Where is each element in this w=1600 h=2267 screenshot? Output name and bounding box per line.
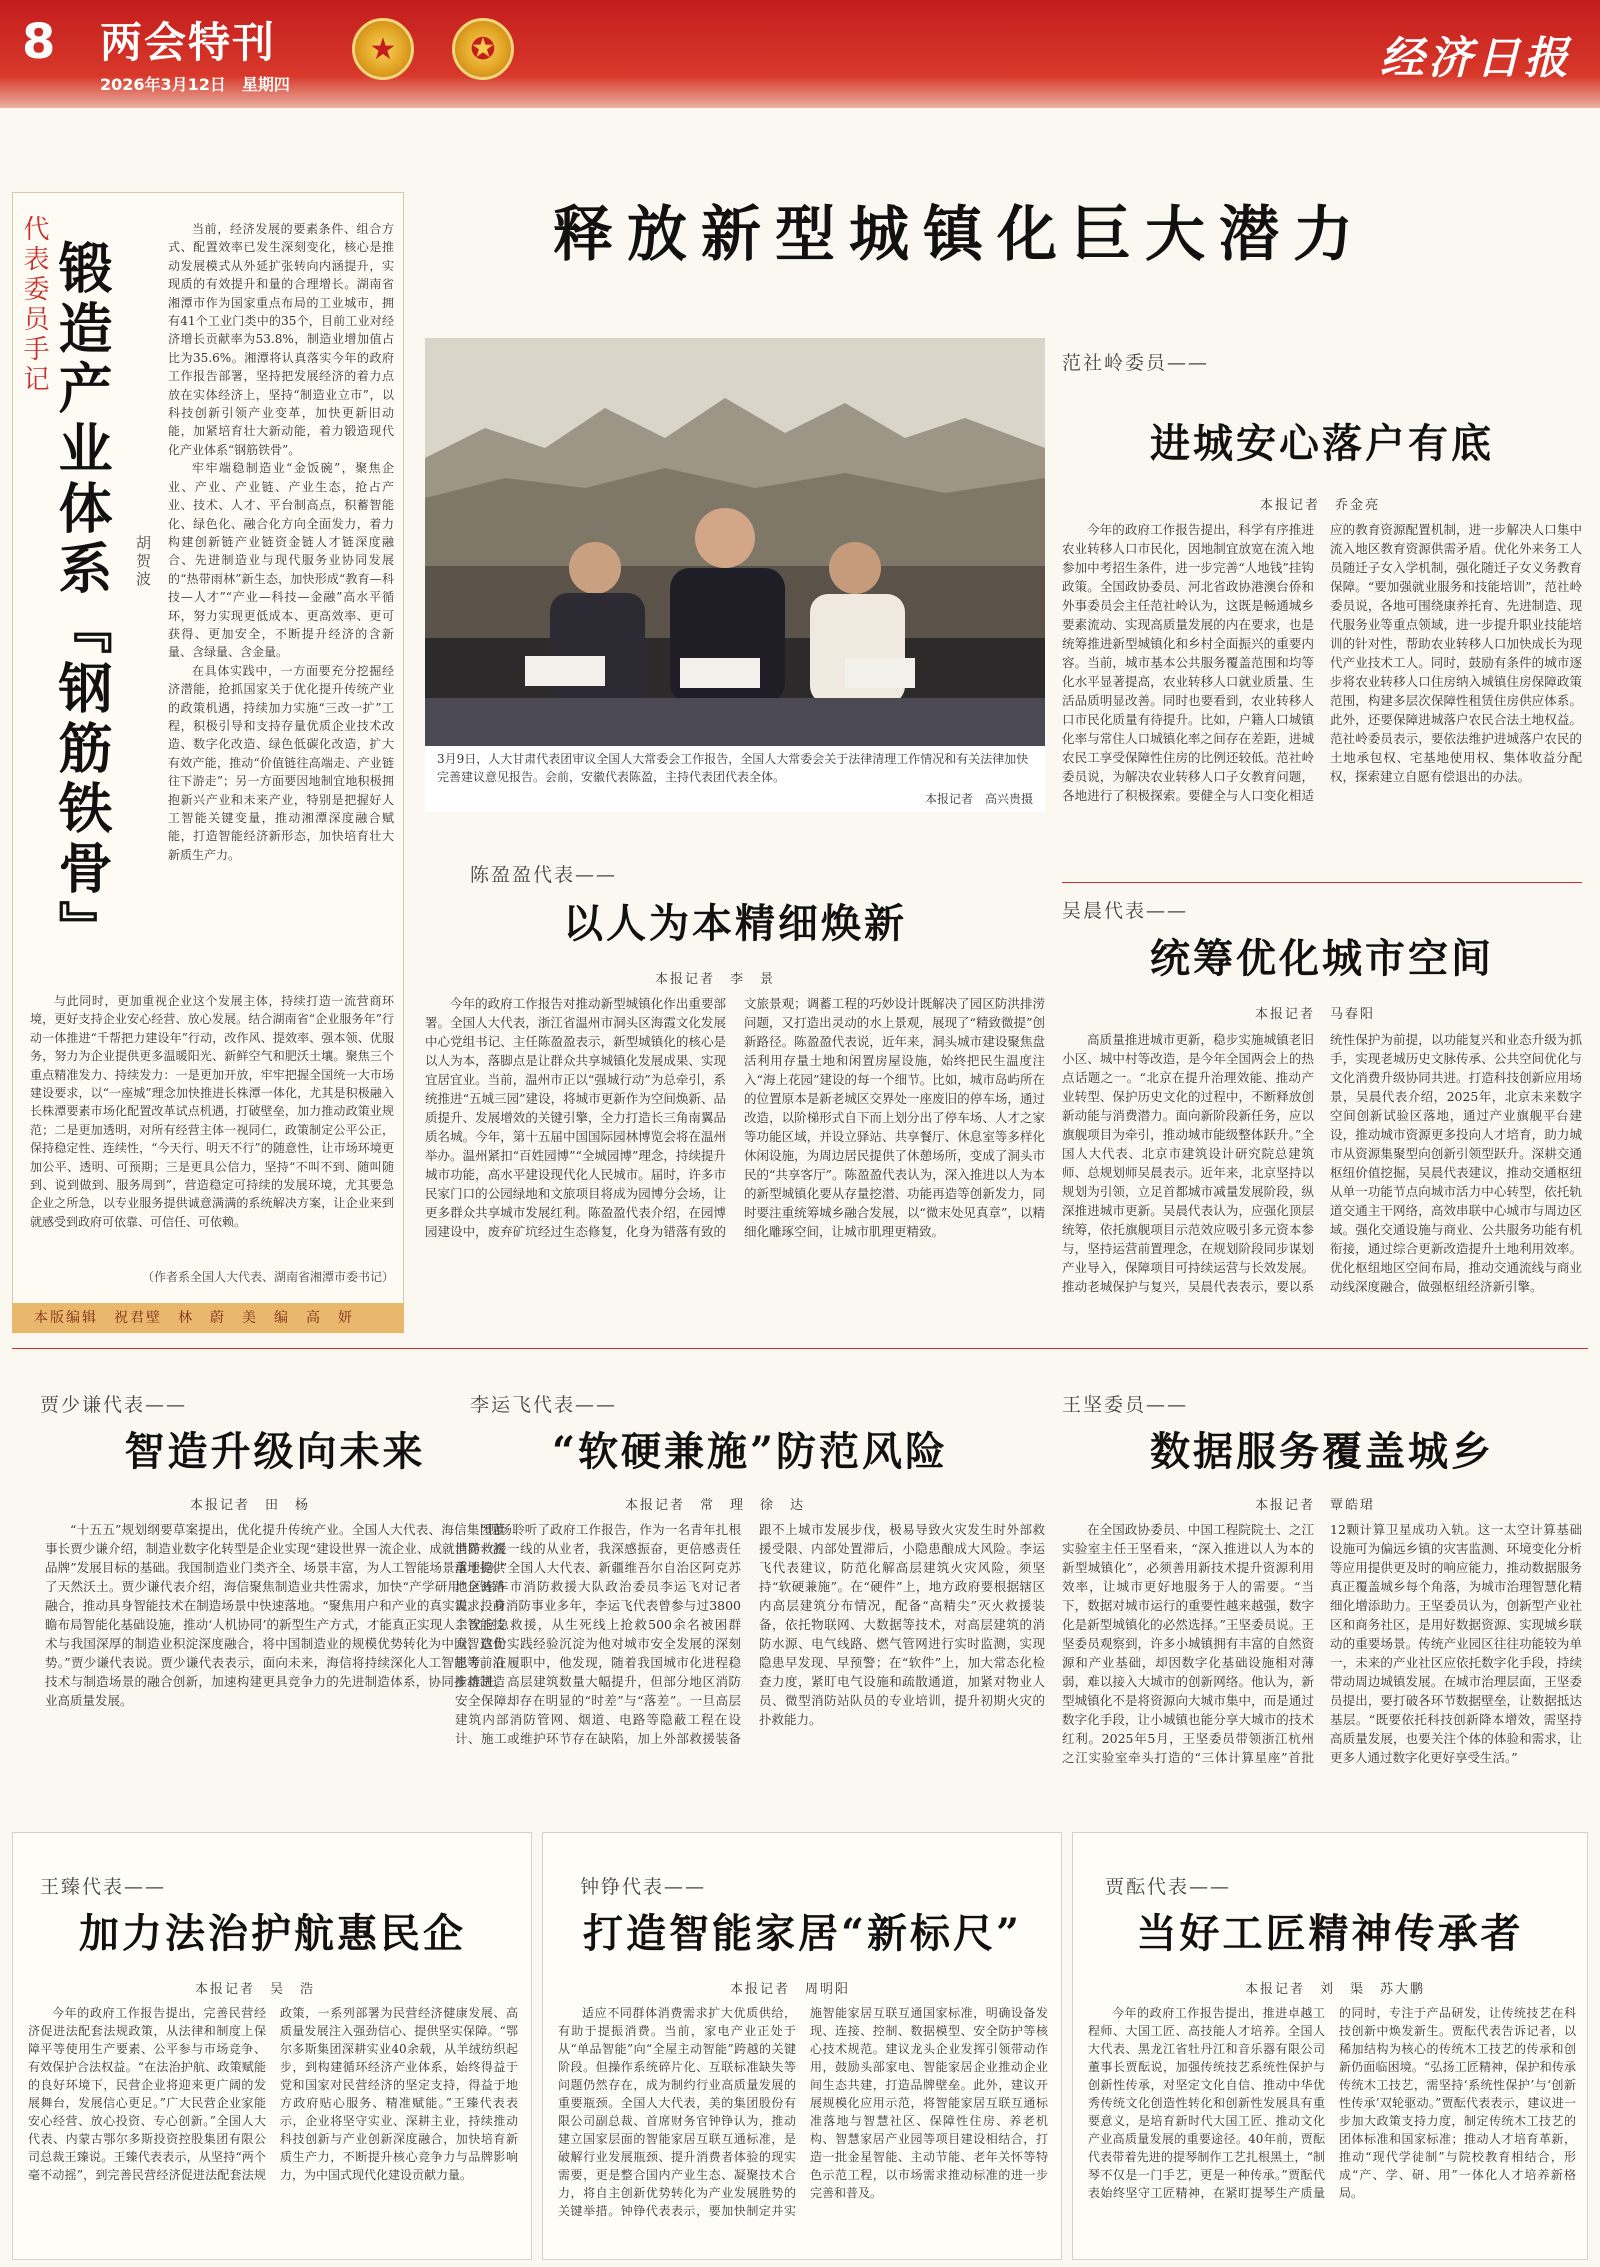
column-body-lower (30, 992, 394, 1267)
article-person: 贾酝代表—— (1105, 1876, 1232, 1898)
article-reporter: 本报记者 刘 渠 苏大鹏 (1245, 1982, 1426, 1997)
article-reporter: 本报记者 常 理 徐 达 (625, 1498, 806, 1513)
article-body (45, 1520, 505, 1815)
news-photo (425, 338, 1045, 746)
column-signature: （作者系全国人大代表、湖南省湘潭市委书记） (141, 1270, 394, 1284)
article-title: 数据服务覆盖城乡 (1150, 1428, 1494, 1475)
column-paragraph: 在具体实践中，一方面要充分挖掘经济潜能，抢抓国家关于优化提升传统产业的政策机遇，持续加力实施“三改一扩”工程，积极引导和支持存量优质企业技术改造、数字化改造、绿色低碳化改造，扩大有效产能，推动“价值链往高端走、产业链往下游走”；另一方面要因地制宜地积极拥抱新兴产业和未来产业，特别是把握好人工智能关键变量，推动湘潭深度融合赋能，打造智能经济新形态，加快培育壮大新质生产力。 (168, 663, 394, 862)
column-title: 锻造产业体系『钢筋铁骨』 (50, 240, 114, 960)
photo-caption: 3月9日，人大甘肃代表团审议全国人大常委会工作报告，全国人大常委会关于法律清理工作情况和有关法律加快完善建议意见报告。会前，安徽代表陈盈，主持代表团代表全体。 (437, 752, 1029, 784)
row-divider (12, 1348, 1588, 1349)
section-title: 两会特刊 (100, 18, 277, 67)
article-title: 加力法治护航惠民企 (79, 1910, 466, 1957)
article-person: 李运飞代表—— (470, 1394, 618, 1416)
article-reporter: 本报记者 马春阳 (1255, 1007, 1376, 1022)
article-title: 当好工匠精神传承者 (1136, 1910, 1524, 1957)
article-reporter: 本报记者 周明阳 (730, 1982, 851, 1997)
article-title: 以人为本精细焕新 (563, 900, 907, 947)
article-text: “十五五”规划纲要草案提出，优化提升传统产业。全国人大代表、海信集团董事长贾少谦介绍，制造业数字化转型是企业实现“建设世界一流企业、成就世界一流品牌”发展目标的基础。我国制造业门类齐全、场景丰富，为人工智能场景落地提供了天然沃土。贾少谦代表介绍，海信聚焦制造业共性需求，加快“产学研用”全链路融合，推动具身智能技术在制造场景中快速落地。“聚焦用户和产业的真实需求，前瞻布局智能化基础设施，推动‘人机协同’的新型生产方式，才能真正实现人工智能技术与我国深厚的制造业积淀深度融合，将中国制造业的规模优势转化为中国智造优势。”贾少谦代表说。贾少谦代表表示，面向未来，海信将持续深化人工智能等前沿技术与制造场景的融合创新，加速构建更具竞争力的先进制造体系，协同推动制造业高质量发展。 (45, 1522, 505, 1708)
article-person: 王臻代表—— (40, 1876, 167, 1898)
meeting-photo-illustration (425, 338, 1045, 746)
cppcc-emblem-icon: ✪ (452, 18, 514, 80)
article-reporter: 本报记者 乔金亮 (1260, 498, 1381, 513)
article-text: 在全国政协委员、中国工程院院士、之江实验室主任王坚看来，“深入推进以人为本的新型城镇化”，必须善用新技术提升资源利用效率，让城市更好地服务于人的需要。“当下，数据对城市运行的重要性越来越强，数字化是新型城镇化的必然选择。”王坚委员说。王坚委员观察到，许多小城镇拥有丰富的自然资源和产业基础，却因数字化基础设施相对薄弱，难以接入大城市的创新网络。他认为，新型城镇化不是将资源向大城市集中，而是通过数字化手段，让小城镇也能分享大城市的技术红利。2025年5月，王坚委员带领浙江杭州之江实验室牵头打造的“三体计算星座”首批12颗计算卫星成功入轨。这一太空计算基础设施可为偏远乡镇的灾害监测、环境变化分析等应用提供更及时的响应能力，推动数据服务真正覆盖城乡每个角落，为城市治理智慧化精细化增添助力。王坚委员认为，创新型产业社区和商务社区，是用好数据资源、实现城乡联动的重要场景。传统产业园区往往功能较为单一，未来的产业社区应依托数字化手段，持续带动周边城镇发展。在城市治理层面，王坚委员提出，要打破各环节数据壁垒，让数据抵达基层。“既要依托科技创新降本增效，需坚持高质量发展，也要关注个体的体验和需求，让更多人通过数字化更好享受生活。” (1062, 1522, 1582, 1765)
column-paragraph: 当前，经济发展的要素条件、组合方式、配置效率已发生深刻变化，核心是推动发展模式从外延扩张转向内涵提升，实现质的有效提升和量的合理增长。湖南省湘潭市作为国家重点布局的工业城市，拥有41个工业门类中的35个，目前工业对经济增长贡献率为53.8%，制造业增加值占比为35.6%。湘潭将认真落实今年的政府工作报告部署，坚持把发展经济的着力点放在实体经济上，坚持“制造业立市”，以科技创新引领产业变革，加快更新旧动能，加紧培育壮大新动能，着力锻造现代化产业体系“钢筋铁骨”。 (168, 222, 394, 457)
article-title: “软硬兼施”防范风险 (551, 1428, 948, 1475)
issue-date: 2026年3月12日 星期四 (100, 75, 290, 94)
article-reporter: 本报记者 田 杨 (190, 1498, 311, 1513)
article-title: 统筹优化城市空间 (1150, 935, 1494, 982)
column-body-upper (168, 220, 394, 990)
newspaper-logo: 经济日报 (1380, 33, 1572, 84)
article-person: 范社岭委员—— (1062, 352, 1210, 374)
article-body (1088, 2004, 1576, 2254)
article-title: 打造智能家居“新标尺” (582, 1910, 1022, 1957)
article-reporter: 本报记者 吴 浩 (195, 1982, 316, 1997)
article-text: 今年的政府工作报告对推动新型城镇化作出重要部署。全国人大代表，浙江省温州市洞头区海霞文化发展中心党组书记、主任陈盈盈表示，新型城镇化的核心是以人为本，落脚点是让群众共享城镇化发展成果、实现宜居宜业。当前，温州市正以“强城行动”为总牵引，系统推进“五城三园”建设，将城市更新作为空间焕新、品质提升、发展增效的关键引擎，全力打造长三角南翼品质名城。今年，第十五届中国国际园林博览会将在温州举办。温州紧扣“百姓园博”“全城园博”理念，持续提升城市功能，高水平建设现代化人民城市。届时，许多市民家门口的公园绿地和文旅项目将成为园博分会场，让更多群众共享城市发展红利。陈盈盈代表介绍，在园博园建设中，废弃矿坑经过生态修复，化身为错落有致的文旅景观；调蓄工程的巧妙设计既解决了园区防洪排涝问题，又打造出灵动的水上景观，展现了“精致微提”创新路径。陈盈盈代表说，近年来，洞头城市建设聚焦盘活利用存量土地和闲置房屋设施，始终把民生温度注入“海上花园”建设的每一个细节。比如，城市岛屿所在的位置原本是新老城区交界处一座废旧的停车场，通过改造，以阶梯形式自下而上划分出了停车场、人才之家等功能区域，并设立驿站、共享餐厅、休息室等多样化休闲设施，为周边居民提供了休憩场所，变成了洞头市民的“共享客厅”。陈盈盈代表认为，深入推进以人为本的新型城镇化要从存量挖潜、功能再造等创新发力，同时要注重统筹城乡融合发展，以“微末处见真章”，以精细化雕琢空间，让城市肌理更精致。 (425, 996, 1045, 1239)
article-body (558, 2004, 1048, 2254)
article-title: 进城安心落户有底 (1150, 420, 1494, 467)
page-number: 8 (22, 14, 56, 70)
national-emblem-icon: ★ (352, 18, 414, 80)
article-body (1062, 1030, 1582, 1335)
article-person: 陈盈盈代表—— (470, 864, 618, 886)
photo-credit: 本报记者 高兴贵摄 (924, 792, 1033, 806)
article-text: “现场聆听了政府工作报告，作为一名青年扎根消防救援一线的从业者，我深感振奋，更倍感责任重于钧。”全国人大代表、新疆维吾尔自治区阿克苏地区库车市消防救援大队政治委员李运飞对记者说。投身消防事业多年，李运飞代表曾参与过3800余次应急救援，从生死线上抢救500余名被困群众，这份实践经验沉淀为他对城市安全发展的深刻思考。在履职中，他发现，随着我国城市化进程稳步推进，高层建筑数量大幅提升，但部分地区消防安全保障却存在明显的“时差”与“落差”。一旦高层建筑内部消防管网、烟道、电路等隐蔽工程在设计、施工或维护环节存在缺陷，加上外部救援装备跟不上城市发展步伐，极易导致火灾发生时外部救援受限、内部处置滞后，小隐患酿成大风险。李运飞代表建议，防范化解高层建筑火灾风险，须坚持“软硬兼施”。在“硬件”上，地方政府要根据辖区内高层建筑分布情况，配备“高精尖”灭火救援装备，依托物联网、大数据等技术，对高层建筑的消防水源、电气线路、燃气管网进行实时监测，实现隐患早发现、早预警；在“软件”上，加大常态化检查力度，紧盯电气设施和疏散通道，加紧对物业人员、微型消防站队员的专业培训，提升初期火灾的扑救能力。 (455, 1522, 1045, 1746)
article-text: 今年的政府工作报告提出，科学有序推进农业转移人口市民化，因地制宜放宽在流入地参加中考招生条件，进一步完善“人地钱”挂钩政策。全国政协委员、河北省政协港澳台侨和外事委员会主任范社岭认为，这既是畅通城乡要素流动、实现高质量发展的内在要求，也是统筹推进新型城镇化和乡村全面振兴的重要内容。当前，城市基本公共服务覆盖范围和均等化水平显著提高，农业转移人口就业质量、生活品质明显改善。同时也要看到，农业转移人口市民化质量有待提升。比如，户籍人口城镇化率与常住人口城镇化率之间存在差距，进城农民工享受保障性住房的比例还较低。范社岭委员说，为解决农业转移人口子女教育问题，各地进行了积极探索。要健全与人口变化相适应的教育资源配置机制，进一步解决人口集中流入地区教育资源供需矛盾。优化外来务工人员随迁子女入学机制，强化随迁子女义务教育保障。“要加强就业服务和技能培训”，范社岭委员说，各地可围绕康养托育、先进制造、现代服务业等重点领域，进一步提升职业技能培训的针对性，帮助农业转移人口加快成长为现代产业技术工人。同时，鼓励有条件的城市逐步将农业转移人口住房纳入城镇住房保障政策范围，构建多层次保障性租赁住房供应体系。此外，还要保障进城落户农民合法土地权益。范社岭委员表示，要依法维护进城落户农民的土地承包权、宅基地使用权、集体收益分配权，探索建立自愿有偿退出的办法。 (1062, 522, 1582, 803)
article-body (425, 994, 1045, 1334)
section-divider (1062, 882, 1582, 883)
main-headline: 释放新型城镇化巨大潜力 (553, 200, 1367, 270)
article-text: 适应不同群体消费需求扩大优质供给，有助于提振消费。当前，家电产业正处于从“单品智能”向“全屋主动智能”跨越的关键阶段。但操作系统碎片化、互联标准缺失等问题仍然存在，成为制约行业高质量发展的重要瓶颈。全国人大代表，美的集团股份有限公司副总裁、首席财务官钟铮认为，推动建立国家层面的智能家居互联互通标准，是破解行业发展瓶颈、提升消费者体验的现实需要，更是整合国内产业生态、凝聚技术合力，将自主创新优势转化为产业发展胜势的关键举措。钟铮代表表示，要加快制定并实施智能家居互联互通国家标准，明确设备发现、连接、控制、数据模型、安全防护等核心技术规范。建议龙头企业发挥引领带动作用，鼓励头部家电、智能家居企业推动企业间生态共建，打造品牌壁垒。此外，建议开展规模化应用示范，将智能家居互联互通标准落地与智慧社区、保障性住房、养老机构、智慧家居产业园等项目建设相结合，打造一批金星智能、主动节能、老年关怀等特色示范工程，以市场需求推动标准的进一步完善和普及。 (558, 2006, 1048, 2218)
article-person: 吴晨代表—— (1062, 900, 1189, 922)
column-tag: 代表委员手记 (19, 215, 49, 395)
article-reporter: 本报记者 李 景 (655, 972, 776, 987)
column-author: 胡贺波 (134, 535, 152, 589)
article-person: 贾少谦代表—— (40, 1394, 188, 1416)
page-editors: 本版编辑 祝君壁 林 蔚 美 编 高 妍 (12, 1303, 404, 1333)
article-title: 智造升级向未来 (124, 1428, 426, 1475)
article-body (1062, 1520, 1582, 1815)
article-text: 高质量推进城市更新，稳步实施城镇老旧小区、城中村等改造，是今年全国两会上的热点话题之一。“北京在提升治理效能、推动产业转型、保护历史文化的过程中，不断释放创新动能与消费潜力。面向新阶段新任务，应以旗舰项目为牵引，推动城市能级整体跃升。”全国人大代表、北京市建筑设计研究院总建筑师、总规划师吴晨表示。近年来，北京坚持以规划为引领，立足首都城市减量发展阶段，纵深推进城市更新。吴晨代表认为，应强化顶层统筹，依托旗舰项目示范效应吸引多元资本参与，坚持运营前置理念，在规划阶段同步谋划产业导入，保障项目可持续运营与长效发展。推动老城保护与复兴，吴晨代表表示，要以系统性保护为前提，以功能复兴和业态升级为抓手，实现老城历史文脉传承、公共空间优化与文化消费升级协同共进。打造科技创新应用场景，吴晨代表介绍，2025年，北京未来数字空间创新试验区落地，通过产业旗舰平台建设，推动城市资源更多投向人才培育，助力城市从资源集聚型向创新引领型跃升。深耕交通枢纽价值挖掘，吴晨代表建议，推动交通枢纽从单一功能节点向城市活力中心转型，依托轨道交通主干网络，高效串联中心城市与周边区域。强化交通设施与商业、公共服务功能有机衔接，通过综合更新改造提升土地利用效率。优化枢纽地区空间布局，推动交通流线与商业动线深度融合，做强枢纽经济新引擎。 (1062, 1032, 1582, 1294)
column-paragraph: 牢牢端稳制造业“金饭碗”，聚焦企业、产业、产业链、产业生态，抢占产业、技术、人才、平台制高点，积蓄智能化、绿色化、融合化方向全面发力，着力构建创新链产业链资金链人才链深度融合、先进制造业与现代服务业协同发展的“热带雨林”新生态，加快形成“教育—科技—人才”“产业—科技—金融”高水平循环，努力实现更低成本、更高效率、更可获得、更加安全，不断提升经济的含新量、含绿量、含金量。 (168, 461, 394, 660)
photo-caption-box (425, 746, 1045, 812)
article-body (1062, 520, 1582, 875)
article-text: 今年的政府工作报告提出，完善民营经济促进法配套法规政策，从法律和制度上保障平等使用生产要素、公平参与市场竞争、有效保护合法权益。“在法治护航、政策赋能的良好环境下，民营企业将迎来更广阔的发展舞台，发展信心更足。”广大民营企业家能安心经营、放心投资、专心创新。”全国人大代表、内蒙古鄂尔多斯投资控股集团有限公司总裁王臻说。王臻代表表示，从坚持“两个毫不动摇”，到完善民营经济促进法配套法规政策，一系列部署为民营经济健康发展、高质量发展注入强劲信心、提供坚实保障。“鄂尔多斯集团深耕实业40余载，从羊绒纺织起步，到构建循环经济产业体系，始终得益于党和国家对民营经济的坚定支持，得益于地方政府贴心服务、精准赋能。”王臻代表表示，企业将坚守实业、深耕主业，持续推动科技创新与产业创新深度融合，加快培育新质生产力，不断提升核心竞争力与品牌影响力，为中国式现代化建设贡献力量。 (28, 2006, 518, 2182)
article-reporter: 本报记者 覃皓珺 (1255, 1498, 1376, 1513)
article-person: 钟铮代表—— (580, 1876, 707, 1898)
article-person: 王坚委员—— (1062, 1394, 1189, 1416)
article-text: 今年的政府工作报告提出，推进卓越工程师、大国工匠、高技能人才培养。全国人大代表、黑龙江省牡丹江和音乐器有限公司董事长贾酝说，加强传统技艺系统性保护与创新性传承，对坚定文化自信、推动中华优秀传统文化创造性转化和创新性发展具有重要意义，是培育新时代大国工匠、推动文化产业高质量发展的重要途径。40年前，贾酝代表带着先进的提琴制作工艺扎根黑土，“制琴不仅是一门手艺，更是一种传承。”贾酝代表始终坚守工匠精神，在紧盯提琴生产质量的同时，专注于产品研发，让传统技艺在科技创新中焕发新生。贾酝代表告诉记者，以稀加结构为核心的传统木工技艺的传承和创新仍面临困境。“弘扬工匠精神，保护和传承传统木工技艺，需坚持‘系统性保护’与‘创新性传承’双轮驱动。”贾酝代表表示，建议进一步加大政策支持力度，制定传统木工技艺的团体标准和国家标准；推动人才培育革新，推动“现代学徒制”与院校教育相结合，形成“产、学、研、用”一体化人才培养新格局。 (1088, 2006, 1576, 2200)
article-body (455, 1520, 1045, 1815)
column-paragraph: 与此同时，更加重视企业这个发展主体，持续打造一流营商环境，更好支持企业安心经营、放心发展。结合湖南省“企业服务年”行动一体推进“千帮把力建设年”行动，改作风、提效率、强本领、优服务，努力为企业提供更多温暖阳光、新鲜空气和肥沃土壤。聚焦三个重点精准发力、持续发力：一是更加开放，牢牢把握全国统一大市场建设要求，以“一座城”理念加快推进长株潭一体化，尤其是积极融入长株潭要素市场化配置改革试点机遇，打破壁垒，加力推动政策业规范；二是更加透明，对所有经营主体一视同仁，政策制定公平公正，保持稳定性、连续性，“今天行、明天不行”的随意性，让市场环境更加公平、透明、可预期；三是更具公信力，坚持“不叫不到、随叫随到、说到做到、服务周到”，营造稳定可持续的发展环境，尤其要急企业之所急，以专业服务提供诚意满满的系统解决方案，让企业来到就感受到政府可依靠、可信任、可依赖。 (30, 994, 394, 1229)
article-body (28, 2004, 518, 2254)
